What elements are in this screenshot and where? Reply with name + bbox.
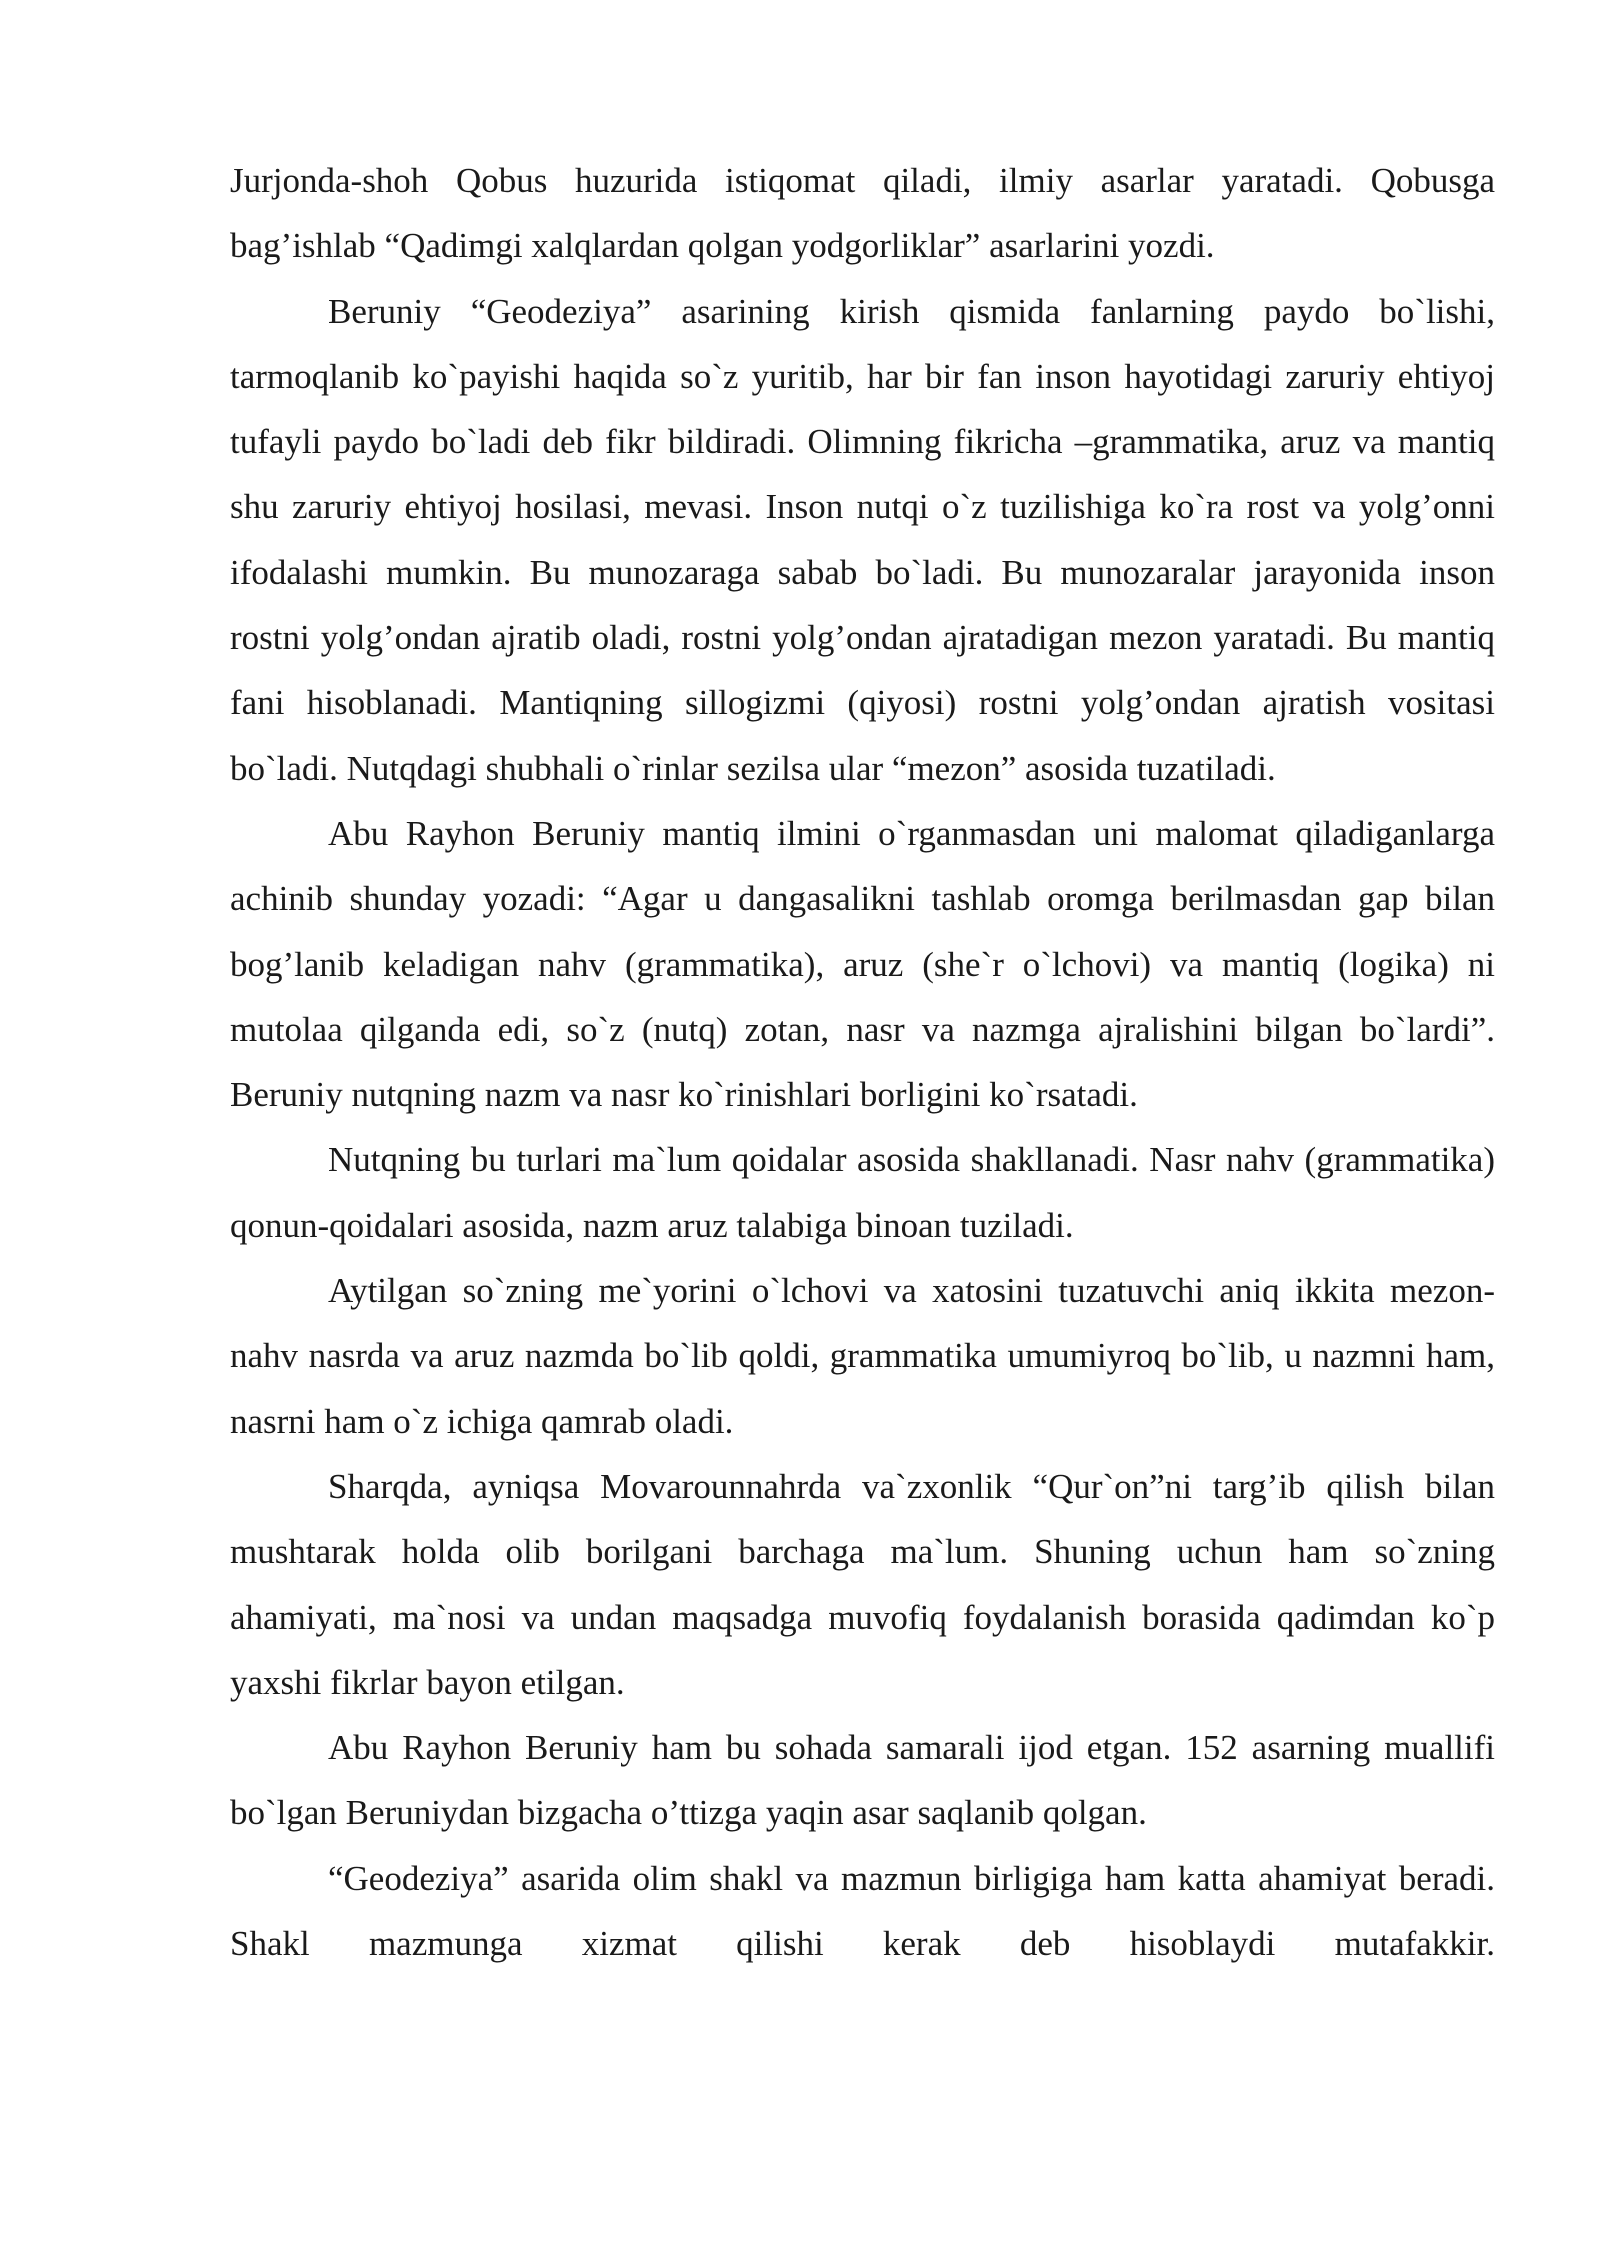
paragraph: Sharqda, ayniqsa Movarounnahrda va`zxonlik “Qur`on”ni targ’ib qilish bilan mushtarak holda olib borilgani barchaga ma`lum. Shuning uchun ham so`zning ahamiyati, ma`nosi va undan maqsadga muvofiq foydalanish borasida qadimdan ko`p yaxshi fikrlar bayon etilgan.	[230, 1466, 1495, 1702]
paragraph: “Geodeziya” asarida olim shakl va mazmun birligiga ham katta ahamiyat beradi. Shakl mazmunga xizmat qilishi kerak deb hisoblaydi mutafakkir.	[230, 1858, 1495, 1964]
paragraph: Beruniy “Geodeziya” asarining kirish qismida fanlarning paydo bo`lishi, tarmoqlanib ko`payishi haqida so`z yuritib, har bir fan inson hayotidagi zaruriy ehtiyoj tufayli paydo bo`ladi deb fikr bildiradi. Olimning fikricha –grammatika, aruz va mantiq shu zaruriy ehtiyoj hosilasi, mevasi. Inson nutqi o`z tuzilishiga ko`ra rost va yolg’onni ifodalashi mumkin. Bu munozaraga sabab bo`ladi. Bu munozaralar jarayonida inson rostni yolg’ondan ajratib oladi, rostni yolg’ondan ajratadigan mezon yaratadi. Bu mantiq fani hisoblanadi. Mantiqning sillogizmi (qiyosi) rostni yolg’ondan ajratish vositasi bo`ladi. Nutqdagi shubhali o`rinlar sezilsa ular “mezon” asosida tuzatiladi.	[230, 291, 1495, 788]
paragraph: Nutqning bu turlari ma`lum qoidalar asosida shakllanadi. Nasr nahv (grammatika) qonun-qoidalari asosida, nazm aruz talabiga binoan tuziladi.	[230, 1140, 1495, 1245]
paragraph: Abu Rayhon Beruniy ham bu sohada samarali ijod etgan. 152 asarning muallifi bo`lgan Beruniydan bizgacha o’ttizga yaqin asar saqlanib qolgan.	[230, 1728, 1495, 1833]
paragraph: Jurjonda-shoh Qobus huzurida istiqomat qiladi, ilmiy asarlar yaratadi. Qobusga bag’ishlab “Qadimgi xalqlardan qolgan yodgorliklar” asarlarini yozdi.	[230, 161, 1495, 266]
body-text	[230, 148, 1495, 1976]
paragraph: Aytilgan so`zning me`yorini o`lchovi va xatosini tuzatuvchi aniq ikkita mezon-nahv nasrda va aruz nazmda bo`lib qoldi, grammatika umumiyroq bo`lib, u nazmni ham, nasrni ham o`z ichiga qamrab oladi.	[230, 1271, 1495, 1441]
paragraph: Abu Rayhon Beruniy mantiq ilmini o`rganmasdan uni malomat qiladiganlarga achinib shunday yozadi: “Agar u dangasalikni tashlab oromga berilmasdan gap bilan bog’lanib keladigan nahv (grammatika), aruz (she`r o`lchovi) va mantiq (logika) ni mutolaa qilganda edi, so`z (nutq) zotan, nasr va nazmga ajralishini bilgan bo`lardi”. Beruniy nutqning nazm va nasr ko`rinishlari borligini ko`rsatadi.	[230, 813, 1495, 1115]
